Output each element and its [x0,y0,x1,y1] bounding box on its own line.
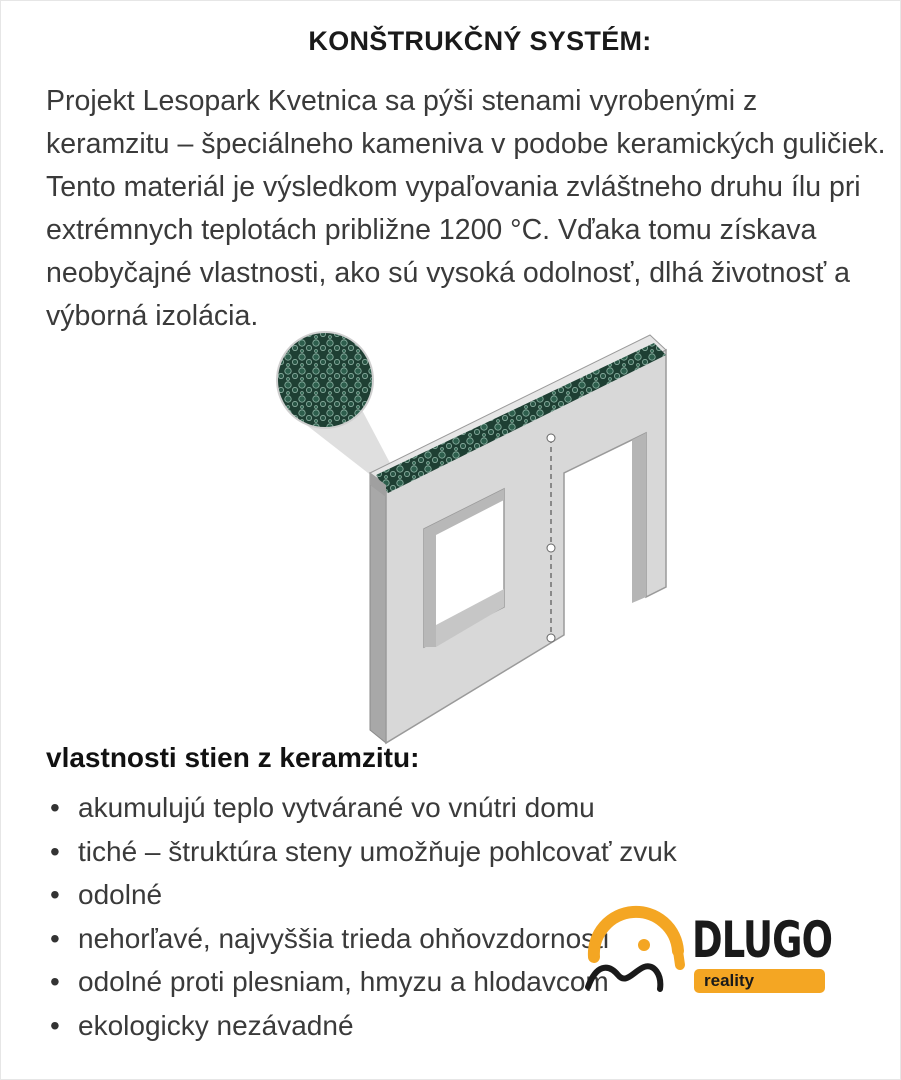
intro-paragraph: Projekt Lesopark Kvetnica sa pýši stenami vyrobenými z keramzitu – špeciálneho kameniva v podobe keramických guličiek. Tento materiál je výsledkom vypaľovania zvláštneho druhu ílu pri extrémnych teplotách približne 1200 °C. Vďaka tomu získava neobyčajné vlastnosti, ako sú vysoká odolnosť, dlhá životnosť a výborná izolácia. [46,85,886,332]
list-item: • ekologicky nezávadné [46,1004,866,1048]
logo-wordmark: DLUGO [692,911,833,969]
keramzit-wall-panel-illustration [270,325,700,745]
list-item: • odolné [46,873,866,917]
list-item: • odolné proti plesniam, hmyzu a hlodavcom [46,960,866,1004]
logo-tagline: reality [694,969,825,993]
properties-heading: vlastnosti stien z keramzitu: [46,742,420,773]
list-item: • akumulujú teplo vytvárané vo vnútri domu [46,786,866,830]
dlugo-reality-logo [582,905,832,1000]
list-item: • tiché – štruktúra steny umožňuje pohlcovať zvuk [46,830,866,874]
page-title: KONŠTRUKČNÝ SYSTÉM: [308,26,652,56]
sun-mark-icon [582,905,692,1000]
list-item: • nehorľavé, najvyššia trieda ohňovzdornosti [46,917,866,961]
